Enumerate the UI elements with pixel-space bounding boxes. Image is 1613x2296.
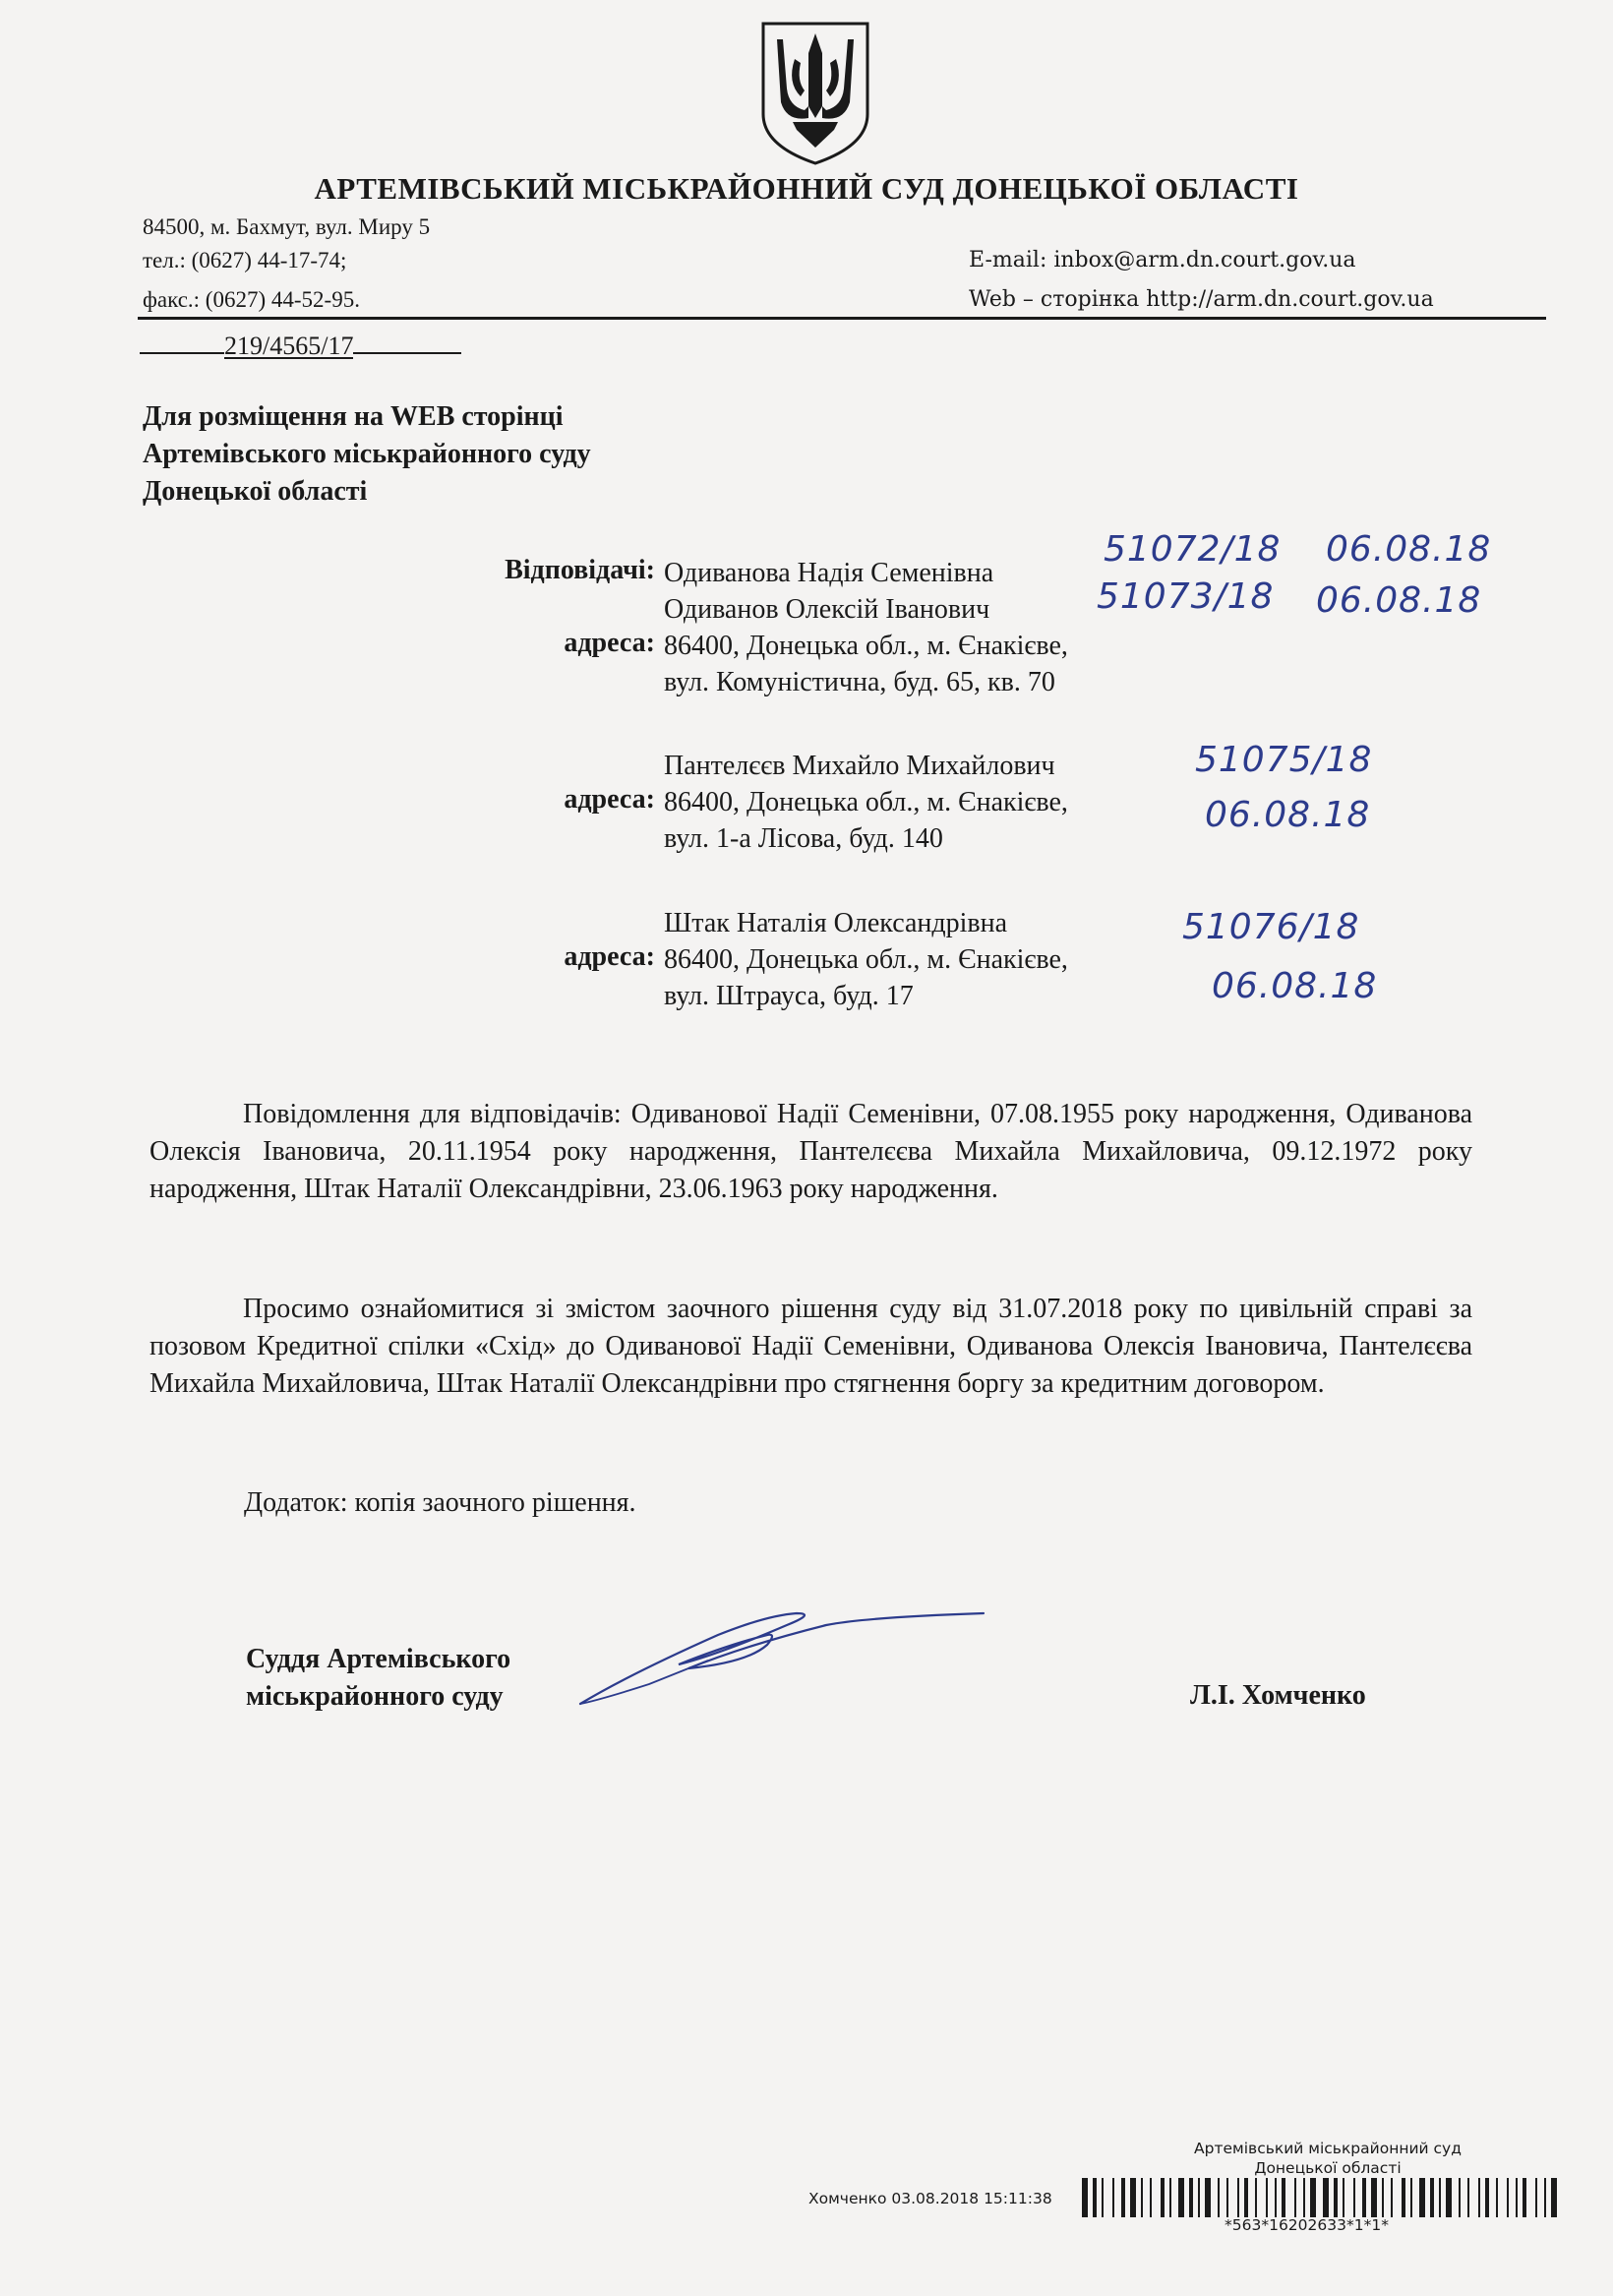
- barcode-bar: [1130, 2178, 1136, 2217]
- defendant-group-1: [664, 555, 1068, 700]
- barcode-bar: [1294, 2178, 1296, 2217]
- barcode-bar: [1150, 2178, 1152, 2217]
- court-address: 84500, м. Бахмут, вул. Миру 5: [143, 214, 431, 239]
- barcode-bar: [1310, 2178, 1316, 2217]
- barcode-bar: [1093, 2178, 1097, 2217]
- barcode-bar: [1178, 2178, 1184, 2217]
- reference-number: 219/4565/17: [224, 332, 354, 360]
- defendant-address-line: вул. Штрауса, буд. 17: [664, 981, 914, 1011]
- barcode-bar: [1082, 2178, 1088, 2217]
- court-email: E-mail: inbox@arm.dn.court.gov.ua: [969, 248, 1356, 272]
- reference-number-line: [140, 327, 461, 361]
- defendants-label: Відповідачі:: [505, 555, 655, 585]
- barcode-bar: [1121, 2178, 1125, 2217]
- defendant-name: Штак Наталія Олександрівна: [664, 908, 1008, 938]
- barcode-bar: [1161, 2178, 1165, 2217]
- barcode-bar: [1169, 2178, 1171, 2217]
- barcode-bar: [1535, 2178, 1537, 2217]
- barcode-bar: [1282, 2178, 1285, 2217]
- defendant-group-2: [664, 748, 1068, 857]
- handwritten-date: 06.08.18: [1326, 529, 1492, 570]
- barcode-bar: [1226, 2178, 1228, 2217]
- barcode-bar: [1459, 2178, 1461, 2217]
- court-website: Web – сторінка http://arm.dn.court.gov.ua: [969, 287, 1434, 312]
- header-divider: [138, 317, 1546, 320]
- defendant-name: Одиванова Надія Семенівна: [664, 558, 994, 588]
- address-label: адреса:: [564, 941, 655, 972]
- barcode-bar: [1507, 2178, 1509, 2217]
- barcode-bar: [1362, 2178, 1366, 2217]
- handwritten-number: 51075/18: [1195, 740, 1373, 780]
- barcode-bar: [1430, 2178, 1434, 2217]
- barcode-bar: [1275, 2178, 1277, 2217]
- barcode-bar: [1391, 2178, 1393, 2217]
- notice-paragraph: Повідомлення для відповідачів: Одиванової Надії Семенівни, 07.08.1955 року народження, Одиванова Олексія Івановича, 20.11.1954 року народження, Пантелєєва Михайла Михайловича, 09.12.1972 року народження, Штак Наталії Олександрівни, 23.06.1963 року народження.: [149, 1099, 1472, 1204]
- placement-note: Для розміщення на WEB сторінці Артемівського міськрайонного суду Донецької області: [143, 401, 591, 507]
- barcode-bar: [1244, 2178, 1248, 2217]
- barcode-bar: [1255, 2178, 1257, 2217]
- barcode-bar: [1141, 2178, 1143, 2217]
- barcode-bar: [1334, 2178, 1338, 2217]
- barcode-bar: [1112, 2178, 1114, 2217]
- defendant-address-line: вул. Комуністична, буд. 65, кв. 70: [664, 667, 1055, 697]
- barcode-bar: [1353, 2178, 1355, 2217]
- handwritten-number: 51076/18: [1182, 907, 1360, 947]
- stamp-registration: Хомченко 03.08.2018 15:11:38: [808, 2190, 1052, 2207]
- defendant-name: Пантелєєв Михайло Михайлович: [664, 751, 1055, 781]
- barcode-bar: [1516, 2178, 1518, 2217]
- barcode-bar: [1544, 2178, 1546, 2217]
- barcode-bar: [1189, 2178, 1193, 2217]
- barcode: [1082, 2178, 1559, 2217]
- barcode-bar: [1343, 2178, 1344, 2217]
- judge-name: Л.І. Хомченко: [1190, 1680, 1366, 1711]
- barcode-bar: [1523, 2178, 1526, 2217]
- barcode-bar: [1102, 2178, 1104, 2217]
- address-label: адреса:: [564, 628, 655, 658]
- barcode-bar: [1237, 2178, 1239, 2217]
- stamp-court-name: Артемівський міськрайонний суд Донецької області: [1194, 2140, 1462, 2177]
- barcode-bar: [1198, 2178, 1200, 2217]
- defendant-group-3: [664, 905, 1068, 1014]
- barcode-bar: [1410, 2178, 1412, 2217]
- defendant-name: Одиванов Олексій Іванович: [664, 594, 990, 625]
- barcode-bar: [1205, 2178, 1211, 2217]
- judge-signature: [570, 1605, 1003, 1714]
- barcode-bar: [1496, 2178, 1498, 2217]
- court-fax: факс.: (0627) 44-52-95.: [143, 287, 360, 312]
- barcode-bar: [1402, 2178, 1405, 2217]
- defendant-address-line: вул. 1-а Лісова, буд. 140: [664, 823, 943, 854]
- request-paragraph: Просимо ознайомитися зі змістом заочного рішення суду від 31.07.2018 року по цивільній справі за позовом Кредитної спілки «Схід» до Одиванової Надії Семенівни, Одиванова Олексія Івановича, Пантелєєва Михайла Михайловича, Штак Наталії Олександрівни про стягнення боргу за кредитним договором.: [149, 1294, 1472, 1399]
- handwritten-date: 06.08.18: [1205, 795, 1371, 835]
- barcode-bar: [1218, 2178, 1220, 2217]
- barcode-bar: [1371, 2178, 1377, 2217]
- attachment-note: Додаток: копія заочного рішення.: [244, 1487, 636, 1518]
- court-name: АРТЕМІВСЬКИЙ МІСЬКРАЙОННИЙ СУД ДОНЕЦЬКОЇ ОБЛАСТІ: [314, 171, 1299, 206]
- judge-title: Суддя Артемівського міськрайонного суду: [246, 1644, 511, 1712]
- handwritten-date: 06.08.18: [1316, 580, 1482, 621]
- barcode-bar: [1323, 2178, 1329, 2217]
- handwritten-number: 51073/18: [1097, 576, 1275, 617]
- barcode-bar: [1446, 2178, 1452, 2217]
- barcode-code: *563*16202633*1*1*: [1225, 2216, 1389, 2234]
- barcode-bar: [1478, 2178, 1480, 2217]
- handwritten-number: 51072/18: [1104, 529, 1282, 570]
- trident-coat-of-arms-icon: [757, 20, 873, 165]
- handwritten-date: 06.08.18: [1212, 966, 1378, 1006]
- barcode-bar: [1382, 2178, 1384, 2217]
- barcode-bar: [1551, 2178, 1557, 2217]
- barcode-bar: [1485, 2178, 1489, 2217]
- barcode-bar: [1419, 2178, 1425, 2217]
- defendant-address-line: 86400, Донецька обл., м. Єнакієве,: [664, 944, 1068, 975]
- barcode-bar: [1303, 2178, 1305, 2217]
- address-label: адреса:: [564, 784, 655, 815]
- defendant-address-line: 86400, Донецька обл., м. Єнакієве,: [664, 787, 1068, 817]
- barcode-bar: [1439, 2178, 1441, 2217]
- barcode-bar: [1266, 2178, 1268, 2217]
- defendant-address-line: 86400, Донецька обл., м. Єнакієве,: [664, 631, 1068, 661]
- court-phone: тел.: (0627) 44-17-74;: [143, 248, 347, 272]
- barcode-bar: [1467, 2178, 1469, 2217]
